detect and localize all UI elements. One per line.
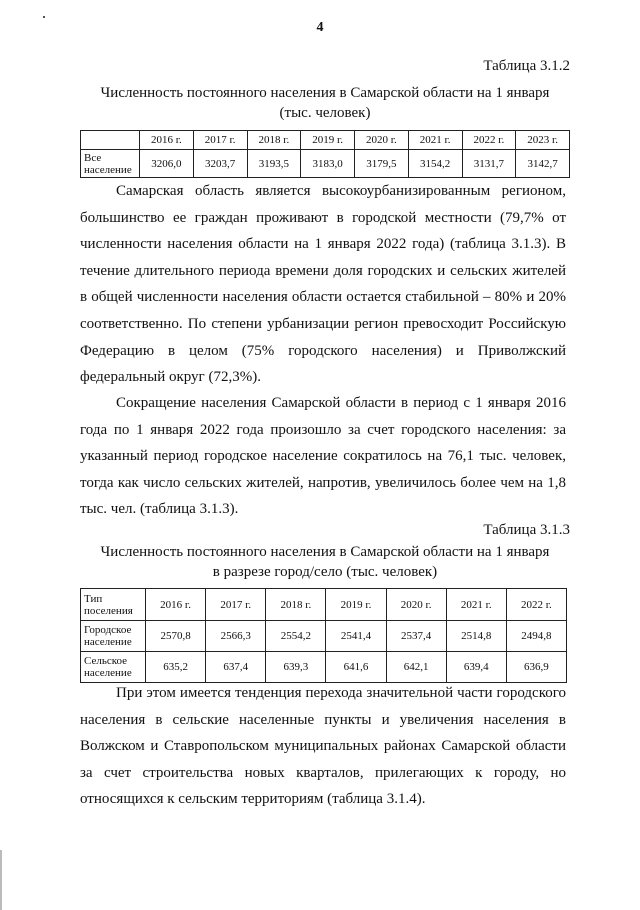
value-cell: 3142,7 [516, 150, 570, 178]
table-corner-cell [81, 131, 140, 150]
table-row [81, 150, 570, 178]
year-header: 2021 г. [408, 131, 462, 150]
year-header: 2016 г. [140, 131, 194, 150]
value-cell: 2566,3 [206, 621, 266, 652]
year-header: 2018 г. [266, 589, 326, 621]
paragraph-suburbanization: При этом имеется тенденция перехода значительной части городского населения в сельские населенные пункты и увеличения населения в Волжском и Ставропольском муниципальных районах Самарской области за счет строительства новых кварталов, прилегающих к городу, но относящихся к сельским территориям (таблица 3.1.4). [80, 685, 566, 808]
year-header: 2019 г. [326, 589, 386, 621]
value-cell: 637,4 [206, 652, 266, 683]
year-header: 2019 г. [301, 131, 355, 150]
value-cell: 3193,5 [247, 150, 301, 178]
table-row [81, 621, 567, 652]
value-cell: 642,1 [386, 652, 446, 683]
table-3-1-2-label: Таблица 3.1.2 [483, 58, 570, 74]
paragraph-population-decline: Сокращение населения Самарской области в период с 1 января 2016 года по 1 января 2022 года произошло за счет городского населения: за указанный период городское население сократилось на 76,1 тыс. человек, тогда как число сельских жителей, напротив, увеличилось более чем на 1,8 тыс. чел. (таблица 3.1.3). [80, 395, 566, 518]
value-cell: 3206,0 [140, 150, 194, 178]
scan-edge-mark [0, 850, 2, 910]
value-cell: 639,4 [446, 652, 506, 683]
table-header-row [81, 589, 567, 621]
year-header: 2018 г. [247, 131, 301, 150]
row-label [81, 621, 146, 652]
table-3-1-3-title-line2: в разрезе город/село (тыс. человек) [212, 564, 438, 580]
table-3-1-2-title-line1: Численность постоянного населения в Самарской области на 1 января [100, 85, 550, 101]
table-3-1-2-title-line2: (тыс. человек) [279, 105, 371, 121]
value-cell: 3131,7 [462, 150, 516, 178]
scan-speck [43, 16, 45, 18]
value-cell: 635,2 [146, 652, 206, 683]
row-label [81, 150, 140, 178]
table-3-1-3-label: Таблица 3.1.3 [483, 522, 570, 538]
row-label [81, 652, 146, 683]
table-3-1-3-title-line1: Численность постоянного населения в Самарской области на 1 января [100, 544, 550, 560]
row-label-line1: Сельское [84, 655, 128, 667]
value-cell: 3154,2 [408, 150, 462, 178]
table-row [81, 652, 567, 683]
row-label-line2: население [84, 667, 132, 679]
value-cell: 3183,0 [301, 150, 355, 178]
table-header-row [81, 131, 570, 150]
value-cell: 636,9 [506, 652, 566, 683]
year-header: 2017 г. [206, 589, 266, 621]
year-header: 2020 г. [386, 589, 446, 621]
year-header: 2017 г. [193, 131, 247, 150]
value-cell: 639,3 [266, 652, 326, 683]
value-cell: 2541,4 [326, 621, 386, 652]
urban-rural-table [80, 588, 567, 683]
year-header: 2021 г. [446, 589, 506, 621]
year-header: 2022 г. [506, 589, 566, 621]
value-cell: 3179,5 [355, 150, 409, 178]
table-3-1-2-title [70, 83, 580, 123]
header-label-line2: поселения [84, 604, 133, 617]
value-cell: 3203,7 [193, 150, 247, 178]
value-cell: 2537,4 [386, 621, 446, 652]
value-cell: 2514,8 [446, 621, 506, 652]
year-header: 2023 г. [516, 131, 570, 150]
value-cell: 641,6 [326, 652, 386, 683]
value-cell: 2570,8 [146, 621, 206, 652]
row-label-line1: Городское [84, 624, 132, 636]
header-label-line1: Тип [84, 592, 103, 605]
row-label-line2: население [84, 636, 132, 648]
row-label-line1: Все [84, 151, 102, 164]
year-header: 2020 г. [355, 131, 409, 150]
year-header: 2016 г. [146, 589, 206, 621]
population-table [80, 130, 570, 178]
year-header: 2022 г. [462, 131, 516, 150]
value-cell: 2494,8 [506, 621, 566, 652]
table-3-1-3-title [70, 542, 580, 582]
page-number: 4 [316, 20, 324, 35]
settlement-type-header [81, 589, 146, 621]
row-label-line2: население [84, 163, 132, 176]
value-cell: 2554,2 [266, 621, 326, 652]
paragraph-urbanization: Самарская область является высокоурбанизированным регионом, большинство ее граждан проживают в городской местности (79,7% от численности населения области на 1 января 2022 года) (таблица 3.1.3). В течение длительного периода времени доля городских и сельских жителей в общей численности населения области остается стабильной – 80% и 20% соответственно. По степени урбанизации регион превосходит Российскую Федерацию в целом (75% городского населения) и Приволжский федеральный округ (72,3%). [80, 183, 566, 386]
